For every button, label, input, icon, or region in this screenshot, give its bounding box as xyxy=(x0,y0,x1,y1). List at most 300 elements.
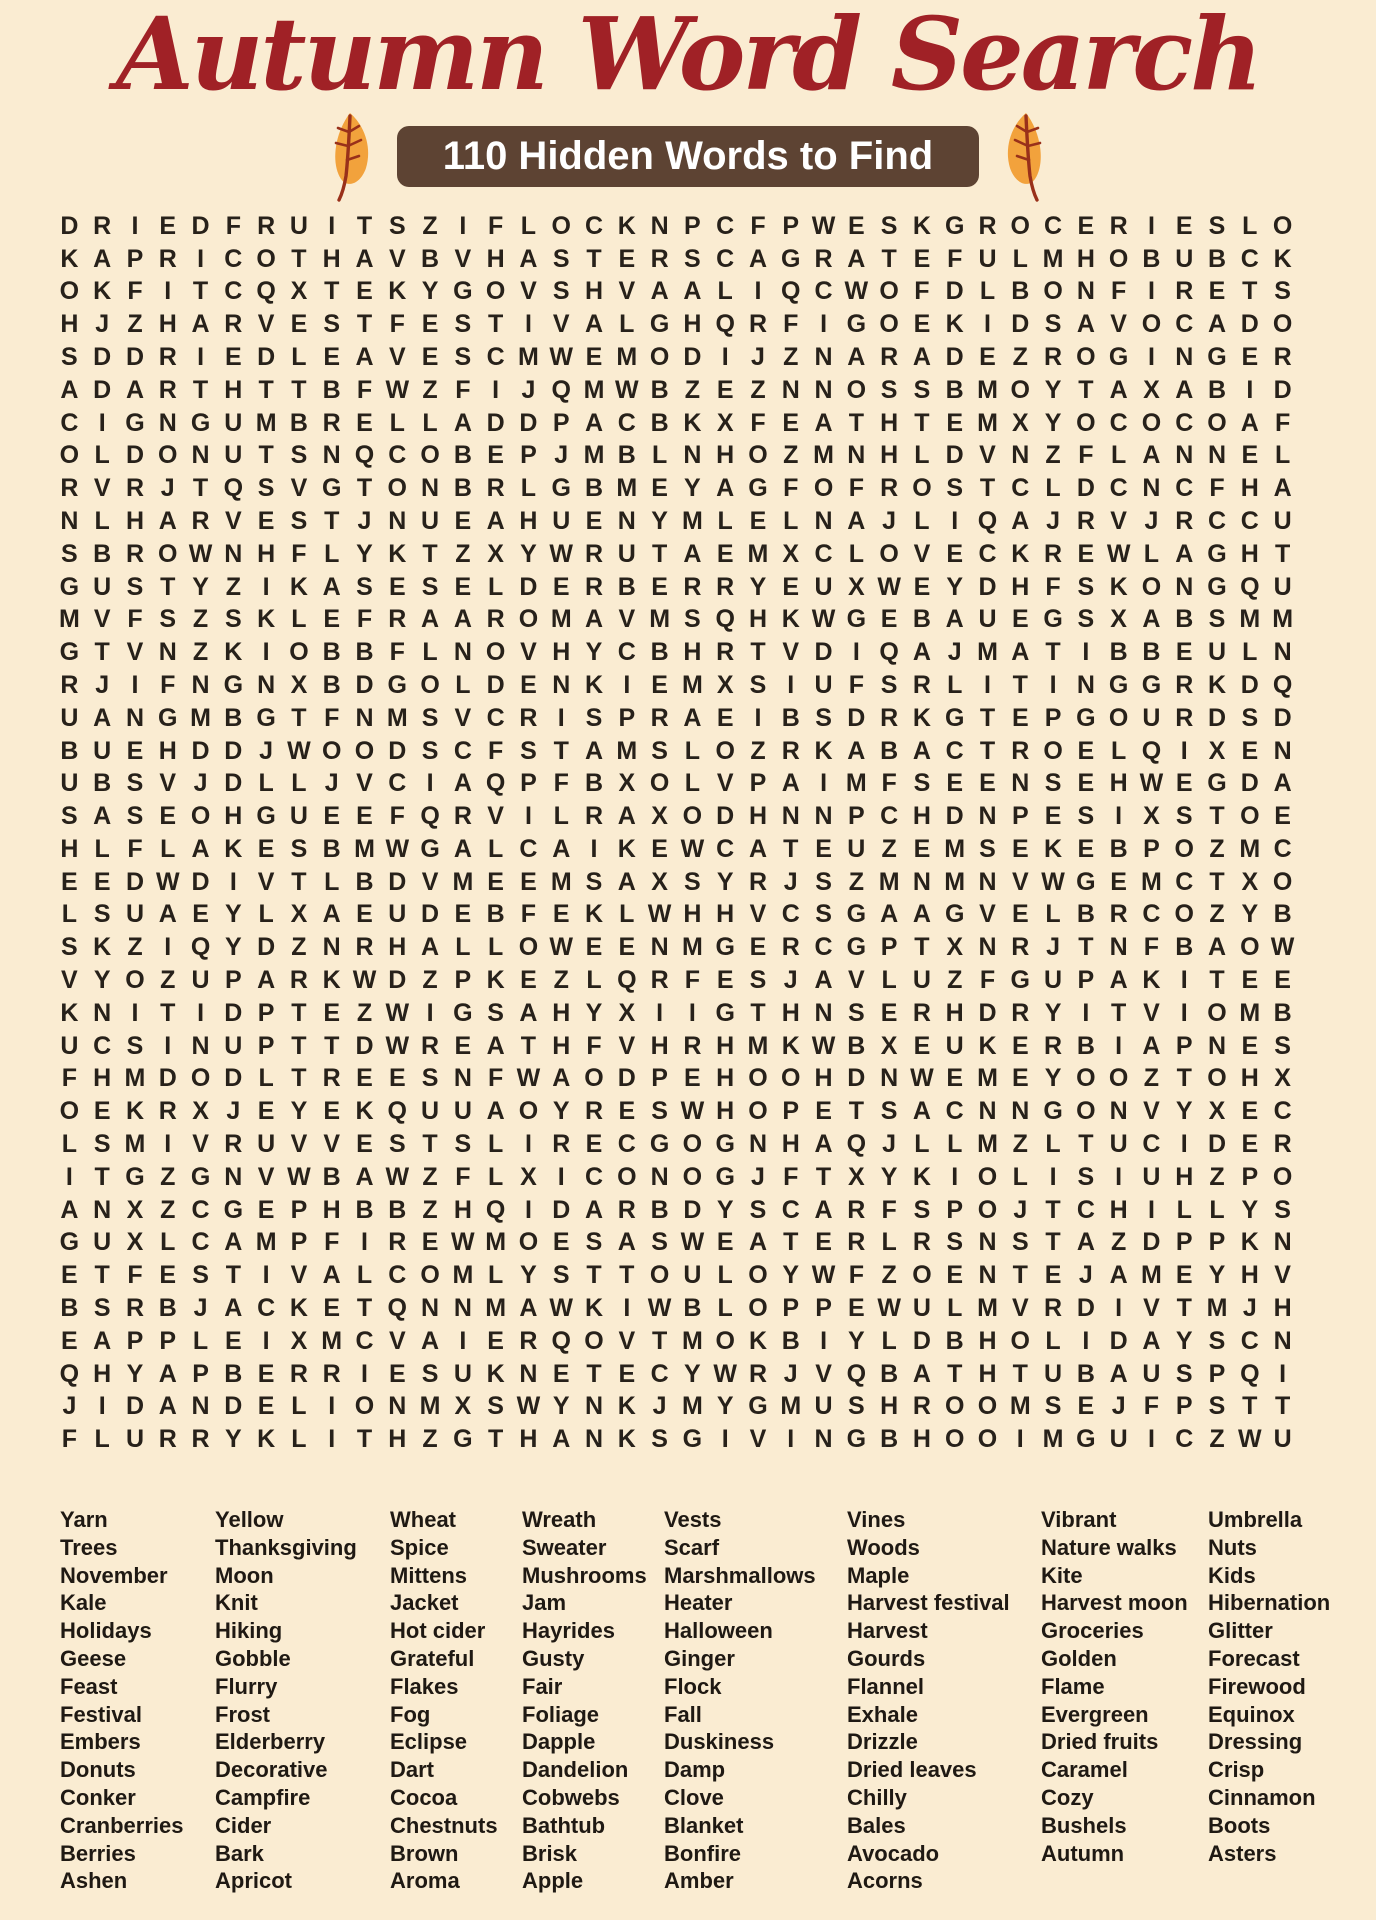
grid-cell[interactable]: D xyxy=(716,802,735,831)
grid-cell[interactable]: O xyxy=(617,1162,637,1191)
grid-cell[interactable]: O xyxy=(1240,802,1260,831)
grid-cell[interactable]: V xyxy=(520,638,537,667)
grid-cell[interactable]: I xyxy=(1180,1129,1188,1158)
grid-cell[interactable]: O xyxy=(846,375,867,404)
grid-cell[interactable]: E xyxy=(651,670,668,699)
grid-cell[interactable]: L xyxy=(1274,441,1291,470)
grid-cell[interactable]: E xyxy=(782,572,800,601)
grid-cell[interactable]: I xyxy=(557,1162,565,1191)
grid-cell[interactable]: W xyxy=(287,1162,311,1191)
grid-cell[interactable]: J xyxy=(1013,1195,1028,1224)
grid-cell[interactable]: S xyxy=(61,343,78,372)
grid-cell[interactable]: A xyxy=(1109,375,1128,404)
grid-cell[interactable]: H xyxy=(748,605,767,634)
grid-cell[interactable]: C xyxy=(584,211,604,240)
grid-cell[interactable]: R xyxy=(158,343,177,372)
grid-cell[interactable]: M xyxy=(452,867,474,896)
grid-cell[interactable]: I xyxy=(1180,966,1188,995)
grid-cell[interactable]: X xyxy=(1011,408,1029,437)
grid-cell[interactable]: X xyxy=(126,1195,144,1224)
grid-cell[interactable]: I xyxy=(688,998,696,1027)
grid-cell[interactable]: S xyxy=(454,310,472,339)
grid-cell[interactable]: E xyxy=(552,900,570,929)
grid-cell[interactable]: N xyxy=(322,441,341,470)
grid-cell[interactable]: S xyxy=(1208,211,1226,240)
grid-cell[interactable]: L xyxy=(717,1293,733,1322)
grid-cell[interactable]: G xyxy=(682,1425,703,1454)
grid-cell[interactable]: E xyxy=(716,966,734,995)
grid-cell[interactable]: U xyxy=(289,211,308,240)
grid-cell[interactable]: V xyxy=(815,1359,832,1388)
grid-cell[interactable]: O xyxy=(584,1326,604,1355)
grid-cell[interactable]: C xyxy=(781,1195,800,1224)
grid-cell[interactable]: Q xyxy=(551,375,571,404)
grid-cell[interactable]: O xyxy=(1108,703,1129,732)
grid-cell[interactable]: S xyxy=(585,703,603,732)
grid-cell[interactable]: I xyxy=(1115,1031,1123,1060)
grid-cell[interactable]: R xyxy=(847,1228,866,1257)
grid-cell[interactable]: T xyxy=(1012,1261,1028,1290)
grid-cell[interactable]: N xyxy=(158,408,177,437)
grid-cell[interactable]: O xyxy=(1207,1064,1227,1093)
grid-cell[interactable]: A xyxy=(617,867,636,896)
grid-cell[interactable]: T xyxy=(651,539,668,568)
grid-cell[interactable]: H xyxy=(93,1064,112,1093)
grid-cell[interactable]: Y xyxy=(224,933,242,962)
grid-cell[interactable]: L xyxy=(94,506,110,535)
grid-cell[interactable]: D xyxy=(1142,1228,1161,1257)
grid-cell[interactable]: T xyxy=(1078,1129,1094,1158)
grid-cell[interactable]: U xyxy=(912,1293,931,1322)
grid-cell[interactable]: E xyxy=(1241,441,1259,470)
grid-cell[interactable]: H xyxy=(1175,1162,1194,1191)
grid-cell[interactable]: R xyxy=(1109,211,1128,240)
grid-cell[interactable]: T xyxy=(619,1261,635,1290)
grid-cell[interactable]: S xyxy=(126,802,144,831)
grid-cell[interactable]: U xyxy=(617,539,636,568)
grid-cell[interactable]: S xyxy=(880,1097,898,1126)
grid-cell[interactable]: H xyxy=(552,638,571,667)
grid-cell[interactable]: S xyxy=(913,375,931,404)
grid-cell[interactable]: I xyxy=(1082,1326,1090,1355)
grid-cell[interactable]: D xyxy=(683,343,702,372)
grid-cell[interactable]: Z xyxy=(750,375,766,404)
grid-cell[interactable]: E xyxy=(1110,867,1127,896)
grid-cell[interactable]: F xyxy=(389,310,405,339)
grid-cell[interactable]: M xyxy=(944,867,966,896)
grid-cell[interactable]: E xyxy=(716,703,734,732)
grid-cell[interactable]: F xyxy=(783,474,799,503)
grid-cell[interactable]: V xyxy=(421,867,439,896)
grid-cell[interactable]: M xyxy=(1141,1261,1162,1290)
grid-cell[interactable]: Q xyxy=(59,1359,80,1388)
grid-cell[interactable]: P xyxy=(684,211,701,240)
grid-cell[interactable]: T xyxy=(1209,867,1225,896)
grid-cell[interactable]: T xyxy=(356,474,373,503)
grid-cell[interactable]: M xyxy=(681,1392,703,1421)
grid-cell[interactable]: A xyxy=(814,966,833,995)
grid-cell[interactable]: V xyxy=(979,441,996,470)
grid-cell[interactable]: C xyxy=(355,1326,374,1355)
grid-cell[interactable]: B xyxy=(453,441,472,470)
grid-cell[interactable]: E xyxy=(847,1293,865,1322)
grid-cell[interactable]: C xyxy=(814,277,833,306)
grid-cell[interactable]: E xyxy=(1241,1129,1259,1158)
grid-cell[interactable]: N xyxy=(1175,572,1194,601)
grid-cell[interactable]: C xyxy=(781,900,800,929)
grid-cell[interactable]: K xyxy=(1142,966,1161,995)
grid-cell[interactable]: L xyxy=(881,966,897,995)
grid-cell[interactable]: R xyxy=(486,605,505,634)
grid-cell[interactable]: A xyxy=(912,736,931,765)
grid-cell[interactable]: L xyxy=(1209,1195,1225,1224)
grid-cell[interactable]: P xyxy=(1143,834,1160,863)
grid-cell[interactable]: T xyxy=(356,1425,373,1454)
grid-cell[interactable]: T xyxy=(1274,1392,1291,1421)
grid-cell[interactable]: H xyxy=(814,1064,833,1093)
grid-cell[interactable]: H xyxy=(880,441,899,470)
grid-cell[interactable]: A xyxy=(1076,1228,1095,1257)
grid-cell[interactable]: B xyxy=(1076,900,1095,929)
grid-cell[interactable]: A xyxy=(191,834,210,863)
grid-cell[interactable]: R xyxy=(814,244,833,273)
grid-cell[interactable]: W xyxy=(680,1228,705,1257)
grid-cell[interactable]: A xyxy=(716,474,735,503)
grid-cell[interactable]: I xyxy=(1049,1162,1057,1191)
grid-cell[interactable]: R xyxy=(125,539,144,568)
grid-cell[interactable]: D xyxy=(1273,375,1292,404)
grid-cell[interactable]: J xyxy=(751,1162,765,1191)
grid-cell[interactable]: L xyxy=(848,539,864,568)
grid-cell[interactable]: L xyxy=(914,1129,930,1158)
grid-cell[interactable]: K xyxy=(814,736,833,765)
grid-cell[interactable]: Q xyxy=(387,1293,407,1322)
grid-cell[interactable]: I xyxy=(820,1326,828,1355)
grid-cell[interactable]: A xyxy=(158,1392,177,1421)
grid-cell[interactable]: Y xyxy=(880,1162,898,1191)
grid-cell[interactable]: C xyxy=(945,1097,964,1126)
grid-cell[interactable]: F xyxy=(356,375,373,404)
grid-cell[interactable]: T xyxy=(1111,998,1127,1027)
grid-cell[interactable]: L xyxy=(488,1129,504,1158)
grid-cell[interactable]: R xyxy=(322,1359,341,1388)
grid-cell[interactable]: K xyxy=(1273,244,1292,273)
grid-cell[interactable]: E xyxy=(651,474,668,503)
grid-cell[interactable]: M xyxy=(321,1326,343,1355)
grid-cell[interactable]: W xyxy=(516,1064,541,1093)
grid-cell[interactable]: K xyxy=(781,605,800,634)
grid-cell[interactable]: O xyxy=(1043,736,1063,765)
grid-cell[interactable]: O xyxy=(59,441,80,470)
grid-cell[interactable]: V xyxy=(716,769,734,798)
grid-cell[interactable]: R xyxy=(158,375,177,404)
grid-cell[interactable]: L xyxy=(1143,539,1160,568)
grid-cell[interactable]: D xyxy=(191,211,210,240)
grid-cell[interactable]: F xyxy=(455,375,471,404)
grid-cell[interactable]: V xyxy=(126,638,144,667)
grid-cell[interactable]: S xyxy=(651,1425,668,1454)
grid-cell[interactable]: A xyxy=(191,310,210,339)
grid-cell[interactable]: W xyxy=(385,1031,410,1060)
grid-cell[interactable]: K xyxy=(1207,670,1227,699)
grid-cell[interactable]: N xyxy=(224,539,243,568)
grid-cell[interactable]: R xyxy=(486,474,505,503)
grid-cell[interactable]: U xyxy=(453,1097,472,1126)
grid-cell[interactable]: S xyxy=(684,605,701,634)
grid-cell[interactable]: O xyxy=(682,1162,703,1191)
grid-cell[interactable]: P xyxy=(520,769,537,798)
grid-cell[interactable]: M xyxy=(419,1392,441,1421)
grid-cell[interactable]: P xyxy=(159,1326,177,1355)
grid-cell[interactable]: E xyxy=(257,834,275,863)
grid-cell[interactable]: O xyxy=(1076,1064,1096,1093)
grid-cell[interactable]: H xyxy=(716,900,735,929)
grid-cell[interactable]: D xyxy=(1076,1293,1095,1322)
grid-cell[interactable]: I xyxy=(361,1228,368,1257)
grid-cell[interactable]: G xyxy=(715,1162,735,1191)
grid-cell[interactable]: S xyxy=(421,572,439,601)
grid-cell[interactable]: Y xyxy=(946,572,964,601)
grid-cell[interactable]: N xyxy=(650,933,669,962)
grid-cell[interactable]: K xyxy=(748,1326,767,1355)
grid-cell[interactable]: F xyxy=(979,966,996,995)
grid-cell[interactable]: L xyxy=(619,310,635,339)
grid-cell[interactable]: H xyxy=(1240,1064,1259,1093)
grid-cell[interactable]: O xyxy=(649,1261,670,1290)
grid-cell[interactable]: T xyxy=(914,933,930,962)
grid-cell[interactable]: R xyxy=(748,1359,767,1388)
grid-cell[interactable]: W xyxy=(877,1293,901,1322)
grid-cell[interactable]: X xyxy=(1241,867,1259,896)
grid-cell[interactable]: E xyxy=(946,1064,964,1093)
grid-cell[interactable]: V xyxy=(224,506,242,535)
grid-cell[interactable]: B xyxy=(355,638,374,667)
grid-cell[interactable]: Y xyxy=(716,1392,734,1421)
grid-cell[interactable]: O xyxy=(682,1129,703,1158)
grid-cell[interactable]: Z xyxy=(553,966,569,995)
grid-cell[interactable]: H xyxy=(912,1425,931,1454)
grid-cell[interactable]: E xyxy=(323,802,341,831)
grid-cell[interactable]: E xyxy=(487,1326,504,1355)
grid-cell[interactable]: R xyxy=(880,703,899,732)
grid-cell[interactable]: S xyxy=(684,867,701,896)
grid-cell[interactable]: X xyxy=(1110,605,1127,634)
grid-cell[interactable]: W xyxy=(1106,539,1131,568)
grid-cell[interactable]: T xyxy=(1078,375,1094,404)
grid-cell[interactable]: K xyxy=(617,834,636,863)
grid-cell[interactable]: Z xyxy=(455,539,471,568)
grid-cell[interactable]: P xyxy=(847,802,865,831)
grid-cell[interactable]: F xyxy=(1078,441,1094,470)
grid-cell[interactable]: I xyxy=(131,998,139,1027)
grid-cell[interactable]: A xyxy=(1109,966,1128,995)
grid-cell[interactable]: N xyxy=(814,998,833,1027)
grid-cell[interactable]: A xyxy=(650,277,669,306)
grid-cell[interactable]: V xyxy=(618,277,636,306)
grid-cell[interactable]: A xyxy=(1240,408,1259,437)
grid-cell[interactable]: L xyxy=(258,900,274,929)
grid-cell[interactable]: B xyxy=(486,900,505,929)
grid-cell[interactable]: I xyxy=(197,343,205,372)
grid-cell[interactable]: E xyxy=(1175,638,1193,667)
grid-cell[interactable]: C xyxy=(60,408,79,437)
grid-cell[interactable]: O xyxy=(944,1425,965,1454)
grid-cell[interactable]: X xyxy=(126,1228,144,1257)
grid-cell[interactable]: G xyxy=(649,1129,670,1158)
grid-cell[interactable]: X xyxy=(1208,736,1226,765)
grid-cell[interactable]: T xyxy=(979,474,996,503)
grid-cell[interactable]: U xyxy=(814,1392,833,1421)
grid-cell[interactable]: R xyxy=(125,1293,144,1322)
grid-cell[interactable]: O xyxy=(649,769,670,798)
grid-cell[interactable]: O xyxy=(912,474,932,503)
grid-cell[interactable]: E xyxy=(1077,539,1095,568)
grid-cell[interactable]: V xyxy=(847,966,865,995)
grid-cell[interactable]: G xyxy=(256,802,276,831)
grid-cell[interactable]: H xyxy=(1076,244,1095,273)
grid-cell[interactable]: F xyxy=(488,1064,504,1093)
grid-cell[interactable]: N xyxy=(191,441,210,470)
grid-cell[interactable]: E xyxy=(618,244,636,273)
grid-cell[interactable]: E xyxy=(356,408,373,437)
grid-cell[interactable]: H xyxy=(93,1359,112,1388)
grid-cell[interactable]: Q xyxy=(715,310,735,339)
grid-cell[interactable]: U xyxy=(60,703,79,732)
grid-cell[interactable]: I xyxy=(984,670,991,699)
grid-cell[interactable]: R xyxy=(1044,343,1063,372)
grid-cell[interactable]: Q xyxy=(420,802,440,831)
grid-cell[interactable]: A xyxy=(158,1359,177,1388)
grid-cell[interactable]: K xyxy=(289,572,308,601)
grid-cell[interactable]: Z xyxy=(1209,834,1225,863)
grid-cell[interactable]: J xyxy=(193,1293,208,1322)
grid-cell[interactable]: Z xyxy=(1209,1425,1225,1454)
grid-cell[interactable]: E xyxy=(1011,703,1029,732)
grid-cell[interactable]: H xyxy=(322,244,341,273)
grid-cell[interactable]: T xyxy=(586,1261,602,1290)
grid-cell[interactable]: Z xyxy=(422,1425,438,1454)
grid-cell[interactable]: I xyxy=(164,277,172,306)
grid-cell[interactable]: S xyxy=(126,769,144,798)
grid-cell[interactable]: N xyxy=(847,441,866,470)
grid-cell[interactable]: W xyxy=(680,1097,705,1126)
grid-cell[interactable]: B xyxy=(60,1293,79,1322)
grid-cell[interactable]: E xyxy=(1077,211,1095,240)
grid-cell[interactable]: Y xyxy=(520,1261,537,1290)
grid-cell[interactable]: C xyxy=(617,1129,636,1158)
grid-cell[interactable]: G xyxy=(846,310,867,339)
grid-cell[interactable]: I xyxy=(262,1326,270,1355)
grid-cell[interactable]: H xyxy=(716,1097,735,1126)
grid-cell[interactable]: X xyxy=(716,408,734,437)
grid-cell[interactable]: L xyxy=(914,506,930,535)
grid-cell[interactable]: E xyxy=(585,506,603,535)
grid-cell[interactable]: E xyxy=(815,834,832,863)
grid-cell[interactable]: V xyxy=(1143,998,1160,1027)
grid-cell[interactable]: I xyxy=(197,244,205,273)
grid-cell[interactable]: L xyxy=(356,1261,373,1290)
grid-cell[interactable]: P xyxy=(651,1064,668,1093)
grid-cell[interactable]: H xyxy=(224,375,243,404)
grid-cell[interactable]: F xyxy=(127,834,143,863)
grid-cell[interactable]: O xyxy=(518,1228,539,1257)
grid-cell[interactable]: I xyxy=(656,998,664,1027)
grid-cell[interactable]: I xyxy=(984,310,991,339)
grid-cell[interactable]: Y xyxy=(1044,998,1062,1027)
grid-cell[interactable]: B xyxy=(1011,277,1030,306)
grid-cell[interactable]: O xyxy=(944,1392,965,1421)
grid-cell[interactable]: O xyxy=(879,277,899,306)
grid-cell[interactable]: R xyxy=(519,1326,538,1355)
grid-cell[interactable]: P xyxy=(257,998,275,1027)
grid-cell[interactable]: X xyxy=(290,1326,308,1355)
grid-cell[interactable]: I xyxy=(262,1261,270,1290)
grid-cell[interactable]: C xyxy=(716,834,735,863)
grid-cell[interactable]: R xyxy=(191,1425,210,1454)
grid-cell[interactable]: H xyxy=(912,802,931,831)
grid-cell[interactable]: E xyxy=(61,867,78,896)
grid-cell[interactable]: A xyxy=(584,605,604,634)
grid-cell[interactable]: R xyxy=(1011,933,1030,962)
grid-cell[interactable]: R xyxy=(60,670,79,699)
grid-cell[interactable]: E xyxy=(356,802,373,831)
grid-cell[interactable]: W xyxy=(811,605,836,634)
grid-cell[interactable]: L xyxy=(422,638,438,667)
grid-cell[interactable]: D xyxy=(1207,1129,1227,1158)
grid-cell[interactable]: N xyxy=(1175,343,1194,372)
grid-cell[interactable]: R xyxy=(191,506,210,535)
grid-cell[interactable]: V xyxy=(454,244,472,273)
grid-cell[interactable]: P xyxy=(618,703,636,732)
grid-cell[interactable]: R xyxy=(1273,343,1292,372)
grid-cell[interactable]: Z xyxy=(225,572,241,601)
grid-cell[interactable]: L xyxy=(455,670,471,699)
grid-cell[interactable]: M xyxy=(1272,605,1294,634)
grid-cell[interactable]: E xyxy=(552,1228,570,1257)
grid-cell[interactable]: D xyxy=(158,1064,177,1093)
grid-cell[interactable]: G xyxy=(453,277,473,306)
grid-cell[interactable]: M xyxy=(977,408,998,437)
grid-cell[interactable]: O xyxy=(1108,1064,1129,1093)
grid-cell[interactable]: N xyxy=(748,1129,767,1158)
grid-cell[interactable]: R xyxy=(322,1064,341,1093)
grid-cell[interactable]: O xyxy=(1010,1326,1030,1355)
grid-cell[interactable]: C xyxy=(1109,408,1128,437)
grid-cell[interactable]: S xyxy=(454,343,472,372)
grid-cell[interactable]: V xyxy=(1143,1097,1160,1126)
grid-cell[interactable]: R xyxy=(584,539,604,568)
grid-cell[interactable]: U xyxy=(1273,1425,1292,1454)
grid-cell[interactable]: N xyxy=(257,670,276,699)
grid-cell[interactable]: R xyxy=(1044,1031,1063,1060)
grid-cell[interactable]: D xyxy=(93,343,112,372)
grid-cell[interactable]: B xyxy=(617,441,636,470)
grid-cell[interactable]: A xyxy=(1142,605,1161,634)
grid-cell[interactable]: Y xyxy=(126,1359,144,1388)
grid-cell[interactable]: U xyxy=(60,769,79,798)
grid-cell[interactable]: J xyxy=(259,736,274,765)
grid-cell[interactable]: U xyxy=(1207,638,1227,667)
grid-cell[interactable]: A xyxy=(486,1031,505,1060)
grid-cell[interactable]: E xyxy=(192,900,209,929)
grid-cell[interactable]: K xyxy=(224,834,243,863)
grid-cell[interactable]: U xyxy=(1142,703,1161,732)
grid-cell[interactable]: Z xyxy=(192,605,209,634)
grid-cell[interactable]: H xyxy=(1240,1261,1259,1290)
grid-cell[interactable]: I xyxy=(1049,670,1057,699)
grid-cell[interactable]: I xyxy=(328,1392,336,1421)
grid-cell[interactable]: L xyxy=(488,1261,504,1290)
